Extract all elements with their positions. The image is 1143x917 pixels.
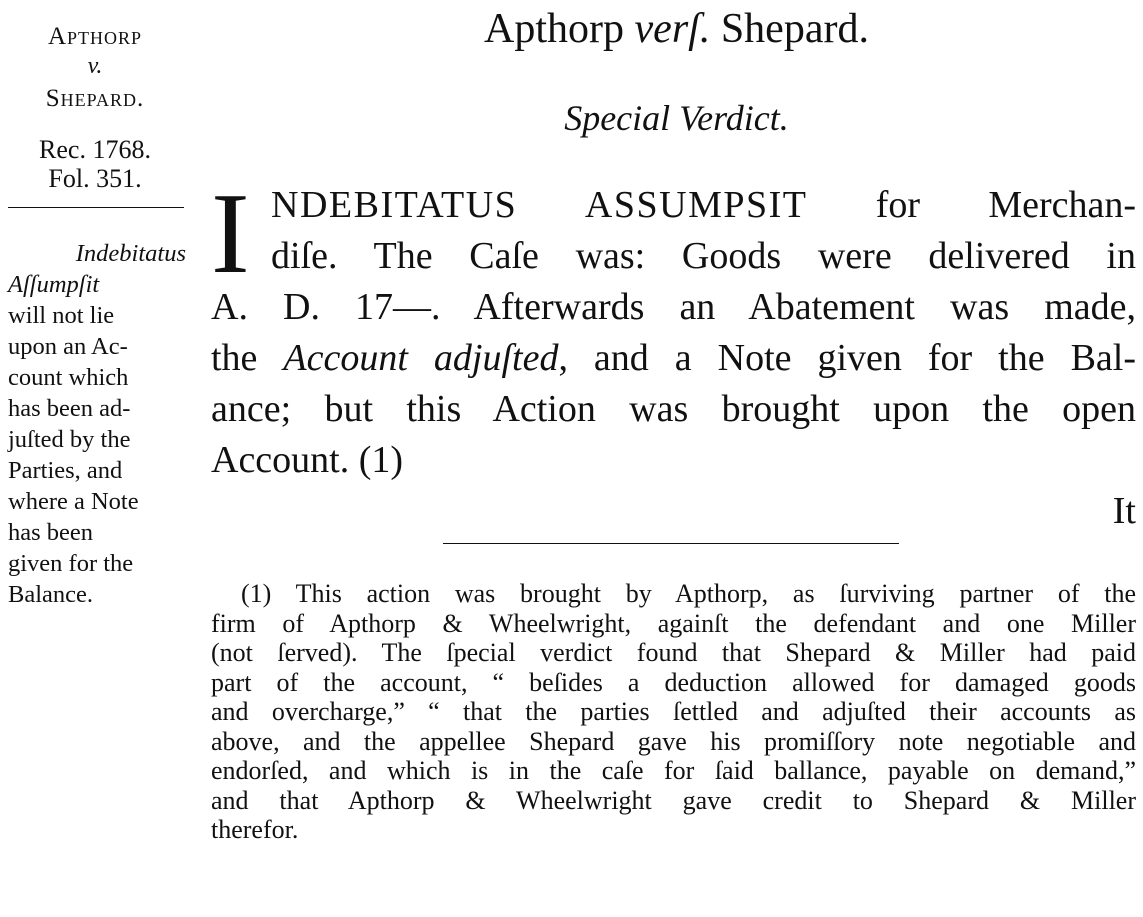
body-line	[211, 333, 1136, 384]
body-line	[211, 180, 1136, 231]
margin-note-line: where a Note	[8, 488, 139, 515]
footnote-line: firm of Apthorp & Wheelwright, againſt the defendant and one Miller	[211, 608, 1136, 638]
footnote-line: and overcharge,” “ that the parties ſettled and adjuſted their accounts as	[211, 697, 1136, 726]
body-line: ance; but this Action was brought upon the open	[211, 388, 1136, 430]
margin-note-line: has been ad-	[8, 395, 131, 422]
margin-note-line: Aſſumpſit	[8, 271, 100, 298]
footnote-line: endorſed, and which is in the caſe for ſaid ballance, payable on demand,”	[211, 756, 1136, 785]
margin-note-line: Balance.	[8, 581, 94, 608]
margin-case-name-plaintiff: Apthorp	[47, 23, 143, 50]
footnote-divider	[443, 543, 899, 544]
body-line: diſe. The Caſe was: Goods were delivered in	[271, 235, 1136, 277]
margin-note-line: will not lie	[8, 302, 115, 329]
margin-note-line: Indebitatus	[75, 240, 186, 267]
footnote-line: part of the account, “ beſides a deduction allowed for damaged goods	[211, 667, 1136, 697]
margin-folio: Fol. 351.	[48, 164, 142, 193]
margin-note-line: Parties, and	[8, 457, 123, 484]
section-subtitle: Special Verdict.	[564, 98, 789, 138]
margin-note-line: count which	[8, 364, 129, 391]
footnote-line: and that Apthorp & Wheelwright gave credit to Shepard & Miller	[211, 785, 1136, 815]
margin-case-name-defendant: Shepard.	[45, 85, 145, 112]
footnote-line: above, and the appellee Shepard gave his promiſſory note negotiable and	[211, 726, 1136, 756]
body-line: Account. (1)	[211, 439, 404, 481]
body-caps-phrase: NDEBITATUS ASSUMPSIT	[271, 184, 808, 226]
footnote-line: (not ſerved). The ſpecial verdict found that Shepard & Miller had paid	[211, 638, 1136, 667]
title-defendant: Shepard.	[720, 6, 869, 52]
page-title	[210, 8, 1143, 50]
title-versus: verſ.	[634, 6, 711, 52]
main-paragraph	[211, 180, 1136, 537]
title-plaintiff: Apthorp	[484, 6, 625, 52]
body-text-span: for Merchan-	[875, 184, 1137, 226]
footnote-line: (1) This action was brought by Apthorp, as ſurviving partner of the	[241, 579, 1136, 608]
body-text-span: the	[211, 337, 258, 379]
footnote-line: therefor.	[211, 815, 299, 844]
body-italic-phrase: Account adjuſted	[283, 337, 559, 379]
margin-note-line: given for the	[8, 550, 134, 577]
footnote	[211, 579, 1136, 845]
margin-note-line: has been	[8, 519, 94, 546]
margin-note	[8, 238, 186, 610]
margin-note-line: juſted by the	[8, 426, 131, 453]
margin-divider	[8, 207, 184, 208]
margin-record-year: Rec. 1768.	[39, 135, 151, 164]
margin-note-line: upon an Ac-	[8, 333, 128, 360]
body-line: A. D. 17—. Afterwards an Abatement was made,	[211, 286, 1136, 328]
drop-cap: I	[211, 170, 250, 298]
catchword: It	[1112, 490, 1136, 532]
margin-case-versus: v.	[87, 53, 103, 79]
body-text-span: , and a Note given for the Bal-	[558, 337, 1136, 379]
